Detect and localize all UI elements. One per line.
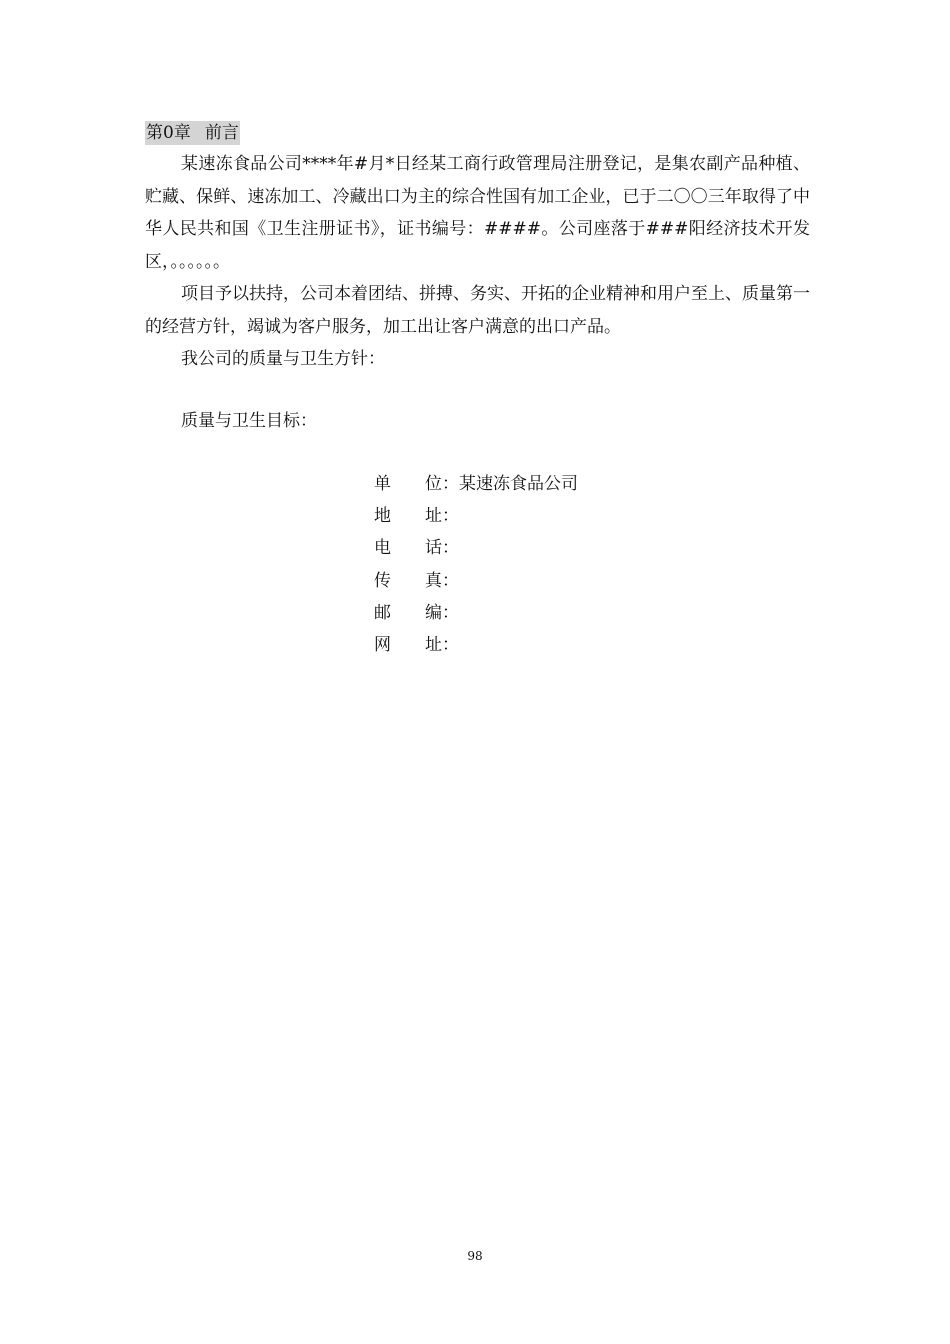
label-char: 邮 <box>374 602 391 623</box>
contact-row-fax <box>374 565 694 597</box>
label-char: 址 <box>425 635 442 656</box>
label-char: 编 <box>425 602 442 623</box>
contact-label <box>374 565 442 597</box>
contact-colon: ： <box>442 506 459 527</box>
label-char: 真 <box>425 570 442 591</box>
contact-value: 某速冻食品公司 <box>459 474 578 494</box>
contact-label <box>374 500 442 532</box>
chapter-number: 第0章 <box>146 123 191 143</box>
contact-row-website <box>374 629 694 661</box>
chapter-title: 前言 <box>204 123 239 143</box>
contact-colon: ： <box>442 635 459 656</box>
contact-label <box>374 532 442 564</box>
label-char: 址 <box>425 506 442 527</box>
contact-colon: ： <box>442 602 459 623</box>
label-char: 位 <box>425 474 442 494</box>
objective-paragraph: 质量与卫生目标： <box>181 411 317 431</box>
policy-paragraph: 我公司的质量与卫生方针： <box>181 349 385 369</box>
contact-colon: ： <box>442 538 459 559</box>
label-char: 单 <box>374 474 391 494</box>
contact-row-unit <box>374 468 694 500</box>
contact-row-address <box>374 500 694 532</box>
label-char: 传 <box>374 570 391 591</box>
page-number: 98 <box>467 1249 483 1263</box>
label-char: 电 <box>374 538 391 559</box>
contact-label <box>374 629 442 661</box>
contact-colon: ： <box>442 474 459 494</box>
label-char: 网 <box>374 635 391 656</box>
support-paragraph: 项目予以扶持，公司本着团结、拼搏、务实、开拓的企业精神和用户至上、质量第一的经营方针，竭诚为客户服务，加工出让客户满意的出口产品。 <box>145 284 810 337</box>
label-char: 地 <box>374 506 391 527</box>
label-char: 话 <box>425 538 442 559</box>
contact-row-phone <box>374 532 694 564</box>
chapter-heading <box>145 121 240 145</box>
contact-colon: ： <box>442 570 459 591</box>
intro-paragraph: 某速冻食品公司****年#月*日经某工商行政管理局注册登记，是集农副产品种植、贮藏、保鲜、速冻加工、冷藏出口为主的综合性国有加工企业，已于二〇〇三年取得了中华人民共和国《卫生注册证书》，证书编号：####。公司座落于###阳经济技术开发区，。。。。。。 <box>145 154 810 272</box>
contact-info <box>374 468 694 661</box>
contact-row-postcode <box>374 597 694 629</box>
contact-label <box>374 597 442 629</box>
contact-label <box>374 468 442 500</box>
